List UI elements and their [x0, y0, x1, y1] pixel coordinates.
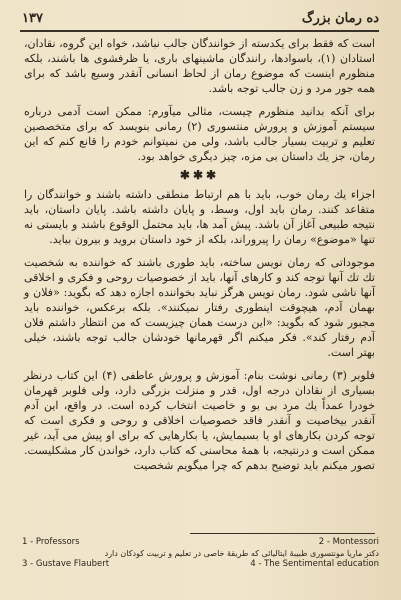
footnote-2: 2 - Montessori	[318, 537, 379, 547]
page-header	[22, 8, 379, 28]
footnote-2-note: دکتر ماریا مونتسوری طبیبهٔ ایتالیائی که طریقهٔ خاصی در تعلیم و تربیت کودکان دارد	[104, 549, 379, 558]
paragraph-2: برای آنکه بدانید منظورم چیست، مثالی میآورم: ممکن است آدمی درباره سیستم آموزش و پرورش منتسوری (۲) رمانی بنویسد که برای متخصصین تعلیم و تربیت بسیار جالب باشد، ولی من نمیتوانم خودم را قانع کنم که این رمان، جز یك داستان بی مزه، چیز دیگری خواهد بود.	[24, 105, 375, 163]
running-title: ده رمان بزرگ	[301, 10, 379, 26]
footnote-1: 1 - Professors	[22, 537, 80, 547]
page-number: ۱۳۷	[22, 10, 43, 26]
footnote-4: 4 - The Sentimental education	[250, 559, 379, 569]
body-text	[24, 36, 375, 536]
paragraph-1: است که فقط برای یکدسته از خوانندگان جالب نباشد، خواه این گروه، نقادان، استادان (۱)، باسوادها، رانندگان ماشینهای باری، یا ظرفشوی ها باشند، بلکه منظورم اینست که موضوع رمان از لحاظ انسانی آنقدر وسیع باشد که برای همه جور مرد و زن جالب توجه باشد.	[24, 37, 375, 95]
paragraph-4: موجوداتی که رمان نویس ساخته، باید طوری باشند که خواننده به شخصیت تك تك آنها توجه کند و کارهای آنها، باید از خصوصیات روحی و فکری و اخلاقی آنها ناشی شود. رمان نویس هرگز نباید بخواننده اجازه دهد که بگوید: «فلان و بهمان آدم، هیچوقت اینطوری رفتار نمیکنند». بلکه برعکس، خواننده باید مجبور شود که بگوید: «این درست همان چیزیست که من انتظار داشتم فلان آدم رفتار کند». فکر میکنم اگر قهرمانها خودشان جالب توجه باشند، خیلی بهتر است.	[24, 256, 375, 359]
paragraph-5: فلوبر (۳) رمانی نوشت بنام: آموزش و پرورش عاطفی (۴) این کتاب درنظر بسیاری از نقادان درجه اول، قدر و منزلت بزرگی دارد، ولی فلوبر قهرمان خودرا عمداً یك مرد بی بو و خاصیت انتخاب کرده است. در واقع، این آدم آنقدر بیخاصیت و آنقدر فاقد خصوصیات اخلاقی و روحی و فکری است که توجه کردن بکارهای او یا بسیمایش، یا بکارهایی که برای او پیش می آید، غیر ممکن است و درنتیجه، با همهٔ محاسنی که کتاب دارد، خواندن کار مشکلیست. تصور میکنم باید توضیح بدهم که چرا میگویم شخصیت	[24, 369, 376, 472]
footnotes	[22, 537, 379, 570]
section-break-stars: ✱✱✱	[179, 168, 220, 182]
paragraph-3: اجزاء یك رمان خوب، باید با هم ارتباط منطقی داشته باشند و خوانندگان را متقاعد کنند. رمان باید اول، وسط، و پایان داشته باشد. پایان داستان، باید نتیجه طبیعی آغاز آن باشد. پیش آمد ها، باید محتمل الوقوع باشند و بایستی نه تنها «موضوع» رمان را پیروراند، بلکه از خود داستان بروید و بیرون بیاید.	[24, 188, 375, 246]
header-rule	[20, 30, 379, 32]
footnote-rule	[190, 533, 375, 534]
footnote-3: 3 - Gustave Flaubert	[22, 559, 110, 569]
